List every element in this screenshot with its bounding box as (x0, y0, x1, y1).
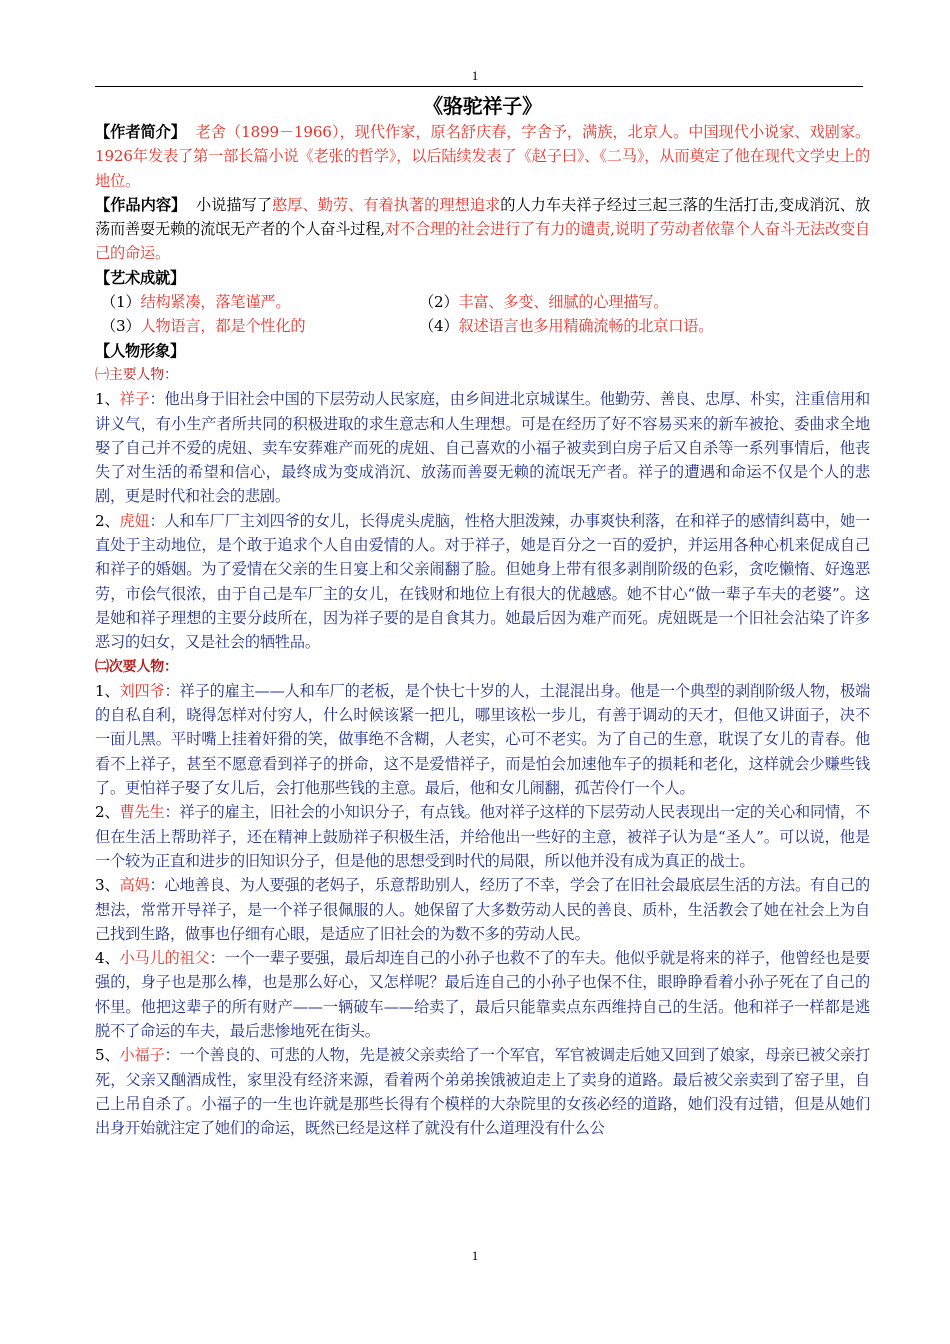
character-num: 2、 (95, 511, 120, 530)
character-desc: ：一个善良的、可悲的人物，先是被父亲卖给了一个军官，军官被调走后她又回到了娘家，母亲已被父亲打死，父亲又酗酒成性，家里没有经济来源，看着两个弟弟挨饿被迫走上了卖身的道路。最后被父亲卖到了窑子里，自己上吊自杀了。小福子的一生也许就是那些长得有个模样的大杂院里的女孩必经的道路，她们没有过错，但是从她们出身开始就注定了她们的命运，既然已经是这样了就没有什么道理没有什么公 (95, 1046, 870, 1138)
author-heading: 【作者简介】 (95, 123, 186, 141)
character-desc: ：他出身于旧社会中国的下层劳动人民家庭，由乡间进北京城谋生。他勤劳、善良、忠厚、朴实，注重信用和讲义气，有小生产者所共同的积极进取的求生意志和人生理想。可是在经历了好不容易买来的新车被抢、委曲求全地娶了自己并不爱的虎妞、卖车安葬难产而死的虎妞、自己喜欢的小福子被卖到白房子后又自杀等一系列事情后，他丧失了对生活的希望和信心，最终成为变成消沉、放荡而善耍无赖的流氓无产者。祥子的遭遇和命运不仅是个人的悲剧，更是时代和社会的悲剧。 (95, 390, 870, 506)
document-title: 《骆驼祥子》 (423, 94, 542, 118)
character-num: 1、 (95, 681, 120, 700)
author-text: 老舍（1899－1966），现代作家，原名舒庆春，字舍予，满族，北京人。中国现代小说家、戏剧家。1926年发表了第一部长篇小说《老张的哲学》，以后陆续发表了《赵子曰》、《二马》，从而奠定了他在现代文学史上的地位。 (95, 123, 870, 190)
character-num: 5、 (95, 1046, 120, 1065)
page-number-footer: 1 (471, 1248, 479, 1263)
character-num: 1、 (95, 390, 120, 409)
character-xiaofuzi (95, 1043, 870, 1140)
character-name: 祥子 (119, 390, 150, 409)
character-desc: ：祥子的雇主，旧社会的小知识分子，有点钱。他对祥子这样的下层劳动人民表现出一定的关心和同情，不但在生活上帮助祥子，还在精神上鼓励祥子积极生活，并给他出一些好的主意，被祥子认为是“圣人”。可以说，他是一个较为正直和进步的旧知识分子，但是他的思想受到时代的局限，所以他并没有成为真正的战士。 (95, 803, 870, 870)
character-num: 3、 (95, 876, 120, 895)
art-item-text: 结构紧凑，落笔谨严。 (140, 293, 291, 312)
art-item-text: 丰富、多变、细腻的心理描写。 (458, 293, 669, 312)
characters-heading: 【人物形象】 (95, 341, 185, 360)
art-item-num: （1） (101, 293, 141, 312)
character-desc: ：心地善良、为人要强的老妈子，乐意帮助别人，经历了不幸，学会了在旧社会最底层生活的方法。有自己的想法，常常开导祥子，是一个祥子很佩服的人。她保留了大多数劳动人民的善良、质朴，生活教会了她在社会上为自己找到生路，做事也仔细有心眼，是适应了旧社会的为数不多的劳动人民。 (95, 876, 870, 943)
document-body (95, 92, 870, 1140)
content-text-4: 对不合理的社会进行了有力的谴责,说明了劳动者依靠个人奋斗无法改变自己的命运。 (95, 220, 871, 263)
character-name: 刘四爷 (119, 681, 165, 700)
art-item-text: 叙述语言也多用精确流畅的北京口语。 (458, 317, 714, 336)
art-item-3 (95, 314, 419, 338)
content-text-3: 的人力车夫祥子经过三起三落的生活打击,变成消沉、放荡而善耍无赖的流氓无产者的个人奋斗过程, (95, 195, 870, 239)
character-num: 4、 (95, 949, 120, 968)
character-name: 小福子 (119, 1046, 165, 1065)
character-name: 虎妞 (119, 511, 150, 530)
content-heading: 【作品内容】 (95, 195, 187, 214)
main-characters-label: ㈠主要人物： (95, 366, 178, 383)
header-rule (95, 86, 863, 87)
art-item-num: （4） (419, 317, 459, 336)
character-gaoma (95, 873, 870, 946)
character-desc: ：祥子的雇主——人和车厂的老板，是个快七十岁的人，土混混出身。他是一个典型的剥削阶级人物，极端的自私自利，晓得怎样对付穷人，什么时候该紧一把儿，哪里该松一步儿，有善于调动的天才，但他又讲面子，决不一面儿黑。平时嘴上挂着奸猾的笑，做事绝不含糊，人老实，心可不老实。为了自己的生意，耽误了女儿的青春。他看不上祥子，甚至不愿意看到祥子的拼命，这不是爱惜祥子，而是怕会加速他车子的损耗和老化，这样就会少赚些钱了。更怕祥子娶了女儿后，会打他那些钱的主意。最后，他和女儿闹翻，孤苦伶仃一个人。 (95, 681, 871, 798)
minor-characters-label: ㈡次要人物： (95, 658, 178, 675)
character-name: 高妈 (119, 876, 150, 895)
art-row-2 (95, 314, 870, 338)
character-huniu (95, 509, 870, 655)
content-section (95, 193, 870, 266)
art-item-1 (95, 290, 419, 314)
character-desc: ：一个一辈子要强，最后却连自己的小孙子也救不了的车夫。他似乎就是将来的祥子，他曾经也是要强的，身子也是那么棒，也是那么好心，又怎样呢？最后连自己的小孙子也保不住，眼睁睁看着小孙子死在了自己的怀里。他把这辈子的所有财产——一辆破车——给卖了，最后只能靠卖点东西维持自己的生活。他和祥子一样都是逃脱不了命运的车夫，最后悲惨地死在街头。 (95, 949, 870, 1040)
character-xiaomaer-grandfather (95, 946, 870, 1043)
author-section (95, 120, 870, 193)
content-text-1: 小说描写了 (196, 195, 273, 214)
content-text-2: 憨厚、勤劳、有着执著的理想追求 (272, 195, 501, 214)
character-name: 小马儿的祖父 (119, 949, 210, 968)
art-item-4 (419, 314, 870, 338)
character-caoxiansheng (95, 800, 870, 873)
art-heading: 【艺术成就】 (95, 268, 185, 287)
character-name: 曹先生 (119, 803, 165, 822)
character-xiangzi (95, 387, 870, 508)
art-row-1 (95, 290, 870, 314)
character-num: 2、 (95, 803, 120, 822)
art-item-num: （3） (101, 317, 141, 336)
art-item-text: 人物语言，都是个性化的 (140, 317, 306, 336)
character-desc: ：人和车厂厂主刘四爷的女儿，长得虎头虎脑，性格大胆泼辣，办事爽快利落，在和祥子的感情纠葛中，她一直处于主动地位，是个敢于追求个人自由爱情的人。对于祥子，她是百分之一百的爱护，并运用各种心机来促成自己和祥子的婚姻。为了爱情在父亲的生日宴上和父亲闹翻了脸。但她身上带有很多剥削阶级的色彩，贪吃懒惰、好逸恶劳，市侩气很浓，由于自己是车厂主的女儿，在钱财和地位上有很大的优越感。她不甘心“做一辈子车夫的老婆”。这是她和祥子理想的主要分歧所在，因为祥子要的是自食其力。她最后因为难产而死。虎妞既是一个旧社会沾染了许多恶习的妇女，又是社会的牺牲品。 (95, 511, 870, 652)
art-item-2 (419, 290, 870, 314)
character-liusiye (95, 679, 870, 800)
art-item-num: （2） (419, 293, 459, 312)
page-number-header: 1 (471, 68, 479, 83)
